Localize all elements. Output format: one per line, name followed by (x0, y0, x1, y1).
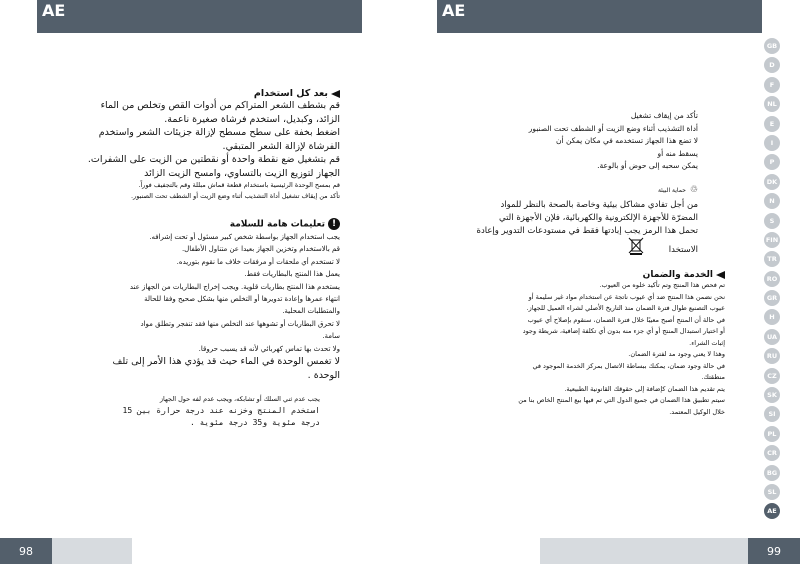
intro-line: يمكن سحبه إلى حوض أو بالوعة. (597, 161, 698, 170)
right-page (400, 0, 800, 564)
lang-tab-ua[interactable]: UA (764, 329, 780, 345)
service-line: وهذا لا يعني وجود مد لفترة الضمان. (628, 350, 725, 358)
safety-heading (50, 218, 340, 230)
after-use-section (50, 88, 340, 202)
lang-tab-gb[interactable]: GB (764, 38, 780, 54)
arrow-icon (331, 90, 340, 98)
environment-title: حماية البيئة (657, 187, 686, 194)
left-page-number: 98 (0, 538, 52, 564)
safety-line: يستخدم هذا المنتج بطاريات قلوية. ويجب إخراج البطاريات من الجهاز عند (129, 282, 340, 291)
service-lines (435, 280, 725, 418)
safety-line: انتهاء عمرها وإعادة تدويرها أو التخلص منها بشكل صحيح وفقا للحالة (144, 295, 340, 304)
language-tabs (764, 38, 782, 523)
lang-tab-ro[interactable]: RO (764, 271, 780, 287)
right-footer-bar (540, 538, 750, 564)
safety-line: ولا تحدث بها تماس كهربائي لأنه قد يسبب حروقا. (198, 344, 340, 353)
lang-tab-p[interactable]: P (764, 154, 780, 170)
lang-tab-tr[interactable]: TR (764, 251, 780, 267)
service-line: في حالة أن المنتج أصبح معيبًا خلال فترة الضمان، سنقوم بإصلاح أي عيوب (527, 315, 725, 324)
lang-tab-pl[interactable]: PL (764, 426, 780, 442)
safety-line: يجب استخدام الجهاز بواسطة شخص كبير مسئول أو تحت إشرافه. (149, 233, 340, 241)
service-line: عيوب التصنيع طوال فترة الضمان منذ التاريخ الأصلي لشراء العميل للجهاز. (526, 304, 725, 312)
safety-line: لا تستخدم أي ملحقات أو مرفقات خلاف ما نقوم بتوريده. (176, 257, 340, 266)
lang-tab-sk[interactable]: SK (764, 387, 780, 403)
lang-tab-sl[interactable]: SL (764, 484, 780, 500)
left-footer-bar (52, 538, 132, 564)
service-heading (435, 270, 725, 280)
lang-tab-dk[interactable]: DK (764, 174, 780, 190)
lang-tab-si[interactable]: SI (764, 406, 780, 422)
lang-tab-cr[interactable]: CR (764, 445, 780, 461)
lang-tab-cz[interactable]: CZ (764, 368, 780, 384)
service-line: في حالة وجود ضمان، يمكنك ببساطة الاتصال بمركز الخدمة الموجود في (532, 361, 725, 370)
after-use-small-line: تأكد من إيقاف تشغيل أداة التشذيب أثناء وضع الزيت أو الشطف تحت الصنبور. (130, 192, 340, 200)
after-use-line: الجهاز لتوزيع الزيت بالتساوي، وامسح الزيت الزائد (144, 167, 340, 179)
lang-tab-s[interactable]: S (764, 213, 780, 229)
after-use-small-line: قم بمسح الوحدة الرئيسية باستخدام قطعة قماش مبللة وقم بالتجفيف فوراً. (138, 181, 340, 189)
safety-line: والمتطلبات المحلية. (282, 307, 340, 316)
service-line: يتم تقديم هذا الضمان كإضافة إلى حقوقك القانونية الطبيعية. (564, 384, 725, 393)
lang-tab-bg[interactable]: BG (764, 465, 780, 481)
storage-line: درجة مئوية و35 درجة مئوية . (189, 417, 320, 427)
environment-lines (448, 199, 698, 257)
safety-title: تعليمات هامة للسلامة (229, 219, 325, 230)
intro-line: تأكد من إيقاف تشغيل (630, 111, 698, 120)
after-use-heading (50, 88, 340, 99)
after-use-line: قم بشطف الشعر المتراكم من أدوات القص وتخلص من الماء (100, 100, 340, 111)
environment-line: تحمل هذا الرمز يجب إبادتها فقط في مستودعات التدوير وإعادة (476, 226, 698, 236)
lang-tab-f[interactable]: F (764, 77, 780, 93)
right-header-bar (437, 0, 762, 33)
environment-heading (448, 185, 698, 195)
safety-line: لا تحرق البطاريات أو تشوهها عند التخلص منها فقد تنفجر وتطلق مواد (140, 319, 340, 328)
environment-line: الاستخدا (668, 245, 698, 255)
after-use-lines (50, 99, 340, 180)
after-use-small (50, 180, 340, 202)
right-page-number: 99 (748, 538, 800, 564)
left-header-bar (37, 0, 362, 33)
lang-tab-nl[interactable]: NL (764, 96, 780, 112)
intro-section (448, 110, 698, 173)
safety-line: قم بالاستخدام وتخزين الجهاز بعيدا عن متناول الأطفال. (181, 245, 340, 254)
lang-tab-h[interactable]: H (764, 309, 780, 325)
storage-lines (50, 405, 320, 428)
service-line: أو اختيار استبدال المنتج أو أي جزء منه بدون أي تكلفة إضافية، شريطة وجود (522, 327, 725, 335)
safety-lines (50, 231, 340, 355)
right-lang-code: AE (442, 1, 466, 20)
environment-line: المضرّة للأجهزة الإلكترونية والكهربائية، فلإن الأجهزة التي (499, 213, 698, 223)
safety-line: سامة. (322, 332, 340, 341)
lang-tab-gr[interactable]: GR (764, 290, 780, 306)
service-line: خلال الوكيل المعتمد. (669, 407, 725, 416)
lang-tab-ae[interactable]: AE (764, 503, 780, 519)
service-title: الخدمة والضمان (642, 270, 713, 280)
safety-line: يعمل هذا المنتج بالبطاريات فقط. (244, 270, 340, 279)
recycle-icon: ♲ (689, 185, 698, 195)
service-line: إثبات الشراء. (689, 338, 725, 347)
service-line: سيتم تطبيق هذا الضمان في جميع الدول التي تم فيها بيع المنتج الخاص بنا من (518, 396, 725, 404)
intro-line: أداة التشذيب أثناء وضع الزيت أو الشطف تحت الصنبور (528, 123, 698, 133)
intro-line: يسقط منه أو (657, 148, 698, 158)
service-line: منطقتك. (701, 373, 725, 381)
arrow-icon (716, 271, 725, 279)
water-line: لا تغمس الوحدة في الماء حيث قد يؤدي هذا الأمر إلى تلف (112, 356, 340, 368)
water-warning (50, 355, 340, 382)
storage-section (50, 394, 320, 428)
lang-tab-n[interactable]: N (764, 193, 780, 209)
intro-line: لا تضع هذا الجهاز تستخدمه في مكان يمكن أن (556, 136, 698, 145)
after-use-line: قم بتشغيل ضع نقطة واحدة أو نقطتين من الزيت على الشفرات. (87, 154, 340, 165)
lang-tab-i[interactable]: I (764, 135, 780, 151)
after-use-line: اضغط بخفة على سطح مسطح لإزالة جزيئات الشعر واستخدم (98, 127, 340, 138)
lang-tab-ru[interactable]: RU (764, 348, 780, 364)
safety-section (50, 218, 340, 382)
left-lang-code: AE (42, 1, 66, 20)
warning-icon: ! (328, 218, 340, 230)
service-line: نحن نضمن هذا المنتج ضد أي عيوب ناتجة عن استخدام مواد غير سليمة أو (528, 292, 725, 301)
environment-line: من أجل تفادي مشاكل بيئية وخاصة بالصحة بالنظر للمواد (500, 200, 698, 210)
lang-tab-fin[interactable]: FIN (764, 232, 780, 248)
cord-line: يجب عدم ثني السلك أو تشابكه، ويجب عدم لفه حول الجهاز (159, 395, 320, 403)
environment-section (448, 185, 698, 257)
after-use-title: بعد كل استخدام (253, 88, 328, 99)
after-use-line: الفرشاة لإزالة الشعر المتبقي. (222, 140, 340, 152)
lang-tab-e[interactable]: E (764, 116, 780, 132)
water-line: الوحدة . (307, 369, 340, 381)
after-use-line: الزائد، وكبديل، استخدم فرشاة صغيرة ناعمة. (164, 113, 340, 125)
service-section (435, 270, 725, 418)
lang-tab-d[interactable]: D (764, 57, 780, 73)
storage-line: استخدم المنتج وخزنه عند درجة حرارة بين 15 (122, 406, 320, 415)
service-line: تم فحص هذا المنتج وتم تأكيد خلوه من العيوب. (599, 281, 725, 289)
crossed-bin-icon (628, 237, 644, 255)
